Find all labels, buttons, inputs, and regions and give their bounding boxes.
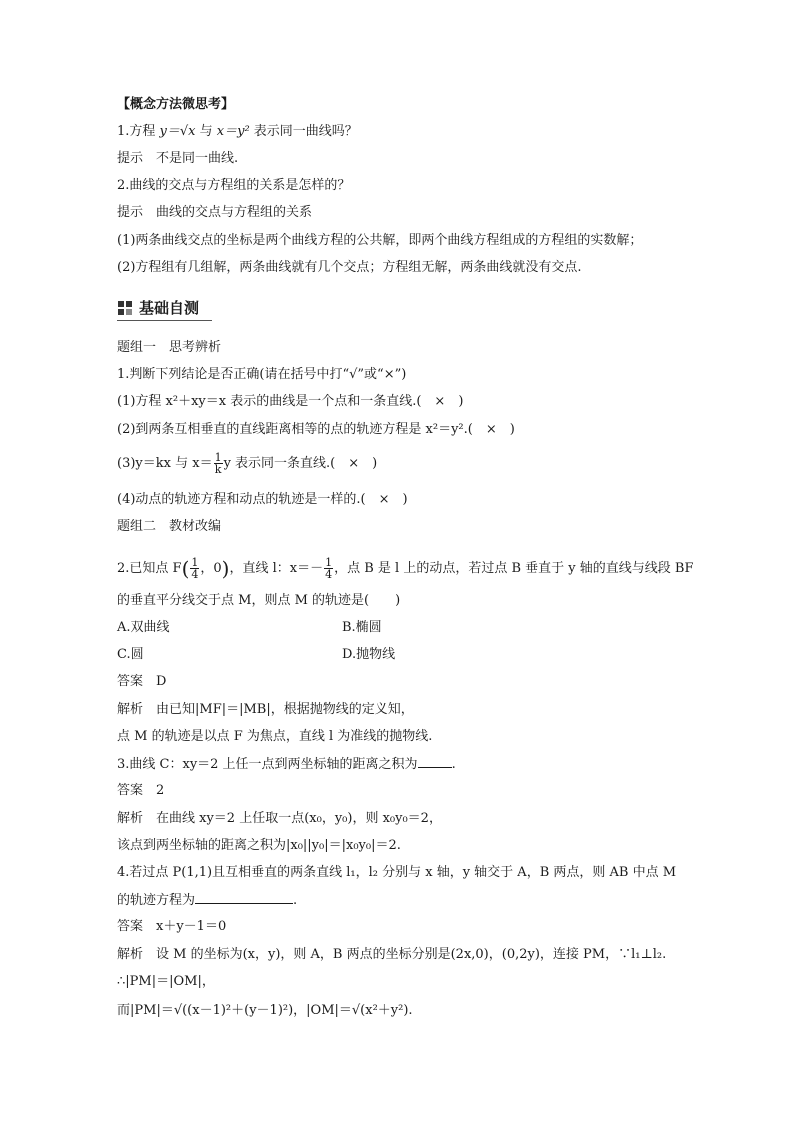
question-2: 2.曲线的交点与方程组的关系是怎样的？: [117, 178, 351, 193]
section-title: 基础自测: [139, 299, 200, 317]
q4-text: 的轨迹方程为: [117, 893, 196, 908]
q1-eq-2: x＝y²: [216, 124, 250, 139]
question-4-line-2: [117, 891, 297, 910]
option-d: D.抛物线: [342, 647, 396, 662]
q2-l-den: 4: [325, 568, 333, 581]
item3-text-a: (3)y＝kx 与 x＝: [117, 456, 213, 471]
group-2-title: 题组二 教材改编: [117, 519, 222, 534]
hint-1: 提示 不是同一曲线.: [117, 151, 239, 166]
question-2-line-1: [117, 557, 693, 580]
q2-f-num: 1: [191, 556, 199, 569]
q2-text-a: 2.已知点 F: [117, 561, 182, 576]
q2-paren-close: ): [221, 556, 230, 581]
judge-item-3: [117, 452, 377, 475]
q1-text-c: 表示同一曲线吗？: [249, 124, 358, 139]
question-2-line-2: 的垂直平分线交于点 M，则点 M 的轨迹是( ): [117, 593, 401, 608]
explanation-2-line-1: 解析 由已知|MF|＝|MB|，根据抛物线的定义知，: [117, 702, 414, 717]
explanation-3-line-1: 解析 在曲线 xy＝2 上任取一点(x₀，y₀)，则 x₀y₀＝2，: [117, 811, 442, 826]
answer-2: 答案 D: [117, 674, 167, 689]
item3-frac-den: k: [214, 463, 222, 476]
item3-fraction: [214, 452, 223, 475]
q3-answer-blank: [418, 755, 452, 768]
option-b: B.椭圆: [342, 620, 382, 635]
q1-eq-1: y＝√x: [159, 124, 196, 139]
q2-text-d: ，点 B 是 l 上的动点，若过点 B 垂直于 y 轴的直线与线段 BF: [334, 561, 694, 576]
explanation-3-line-2: 该点到两坐标轴的距离之积为|x₀||y₀|＝|x₀y₀|＝2.: [117, 838, 401, 853]
hint-2: 提示 曲线的交点与方程组的关系: [117, 205, 313, 220]
q2-text-b: ，0: [200, 561, 222, 576]
judge-item-2: (2)到两条互相垂直的直线距离相等的点的轨迹方程是 x²＝y².( × ): [117, 422, 515, 437]
option-c: C.圆: [117, 647, 144, 662]
q2-l-fraction: [324, 557, 333, 580]
item3-frac-num: 1: [214, 451, 222, 464]
paragraph-2: (2)方程组有几组解，两条曲线就有几个交点；方程组无解，两条曲线就没有交点.: [117, 260, 582, 275]
think-heading: 【概念方法微思考】: [117, 97, 235, 112]
explanation-4-line-2: ∴|PM|＝|OM|，: [117, 974, 215, 989]
section-square-icon: [118, 301, 132, 315]
q4-answer-blank: [195, 891, 293, 904]
item3-text-b: y 表示同一条直线.( × ): [223, 456, 378, 471]
paragraph-1: (1)两条曲线交点的坐标是两个曲线方程的公共解，即两个曲线方程组成的方程组的实数解；: [117, 233, 643, 248]
question-3: [117, 755, 456, 774]
q2-text-c: ，直线 l：x＝－: [229, 561, 324, 576]
answer-3: 答案 2: [117, 783, 165, 798]
judge-item-1: (1)方程 x²＋xy＝x 表示的曲线是一个点和一条直线.( × ): [117, 394, 464, 409]
q2-f-fraction: [190, 557, 199, 580]
option-a: A.双曲线: [117, 620, 170, 635]
q1-text-a: 1.方程: [117, 124, 160, 139]
q2-paren-open: (: [181, 556, 190, 581]
q1-text-b: 与: [195, 124, 217, 139]
q2-l-num: 1: [325, 556, 333, 569]
q3-text-end: .: [451, 757, 456, 772]
explanation-4-line-3: 而|PM|＝√((x－1)²＋(y－1)²)，|OM|＝√(x²＋y²).: [117, 1003, 413, 1018]
judge-item-4: (4)动点的轨迹方程和动点的轨迹是一样的.( × ): [117, 492, 408, 507]
group-1-intro: 1.判断下列结论是否正确(请在括号中打“√”或“×”): [117, 367, 407, 382]
q2-f-den: 4: [191, 568, 199, 581]
q4-text-end: .: [293, 893, 298, 908]
question-1: [117, 123, 358, 141]
q3-text: 3.曲线 C：xy＝2 上任一点到两坐标轴的距离之积为: [117, 757, 418, 772]
group-1-title: 题组一 思考辨析: [117, 340, 222, 355]
section-underline: [117, 320, 212, 321]
explanation-2-line-2: 点 M 的轨迹是以点 F 为焦点，直线 l 为准线的抛物线.: [117, 729, 433, 744]
answer-4: 答案 x＋y－1＝0: [117, 919, 227, 934]
explanation-4-line-1: 解析 设 M 的坐标为(x，y)，则 A，B 两点的坐标分别是(2x,0)，(0,2y)，连接 PM，∵l₁⊥l₂.: [117, 947, 667, 962]
question-4-line-1: 4.若过点 P(1,1)且互相垂直的两条直线 l₁，l₂ 分别与 x 轴，y 轴交于 A，B 两点，则 AB 中点 M: [117, 865, 677, 880]
section-heading: [117, 298, 212, 322]
